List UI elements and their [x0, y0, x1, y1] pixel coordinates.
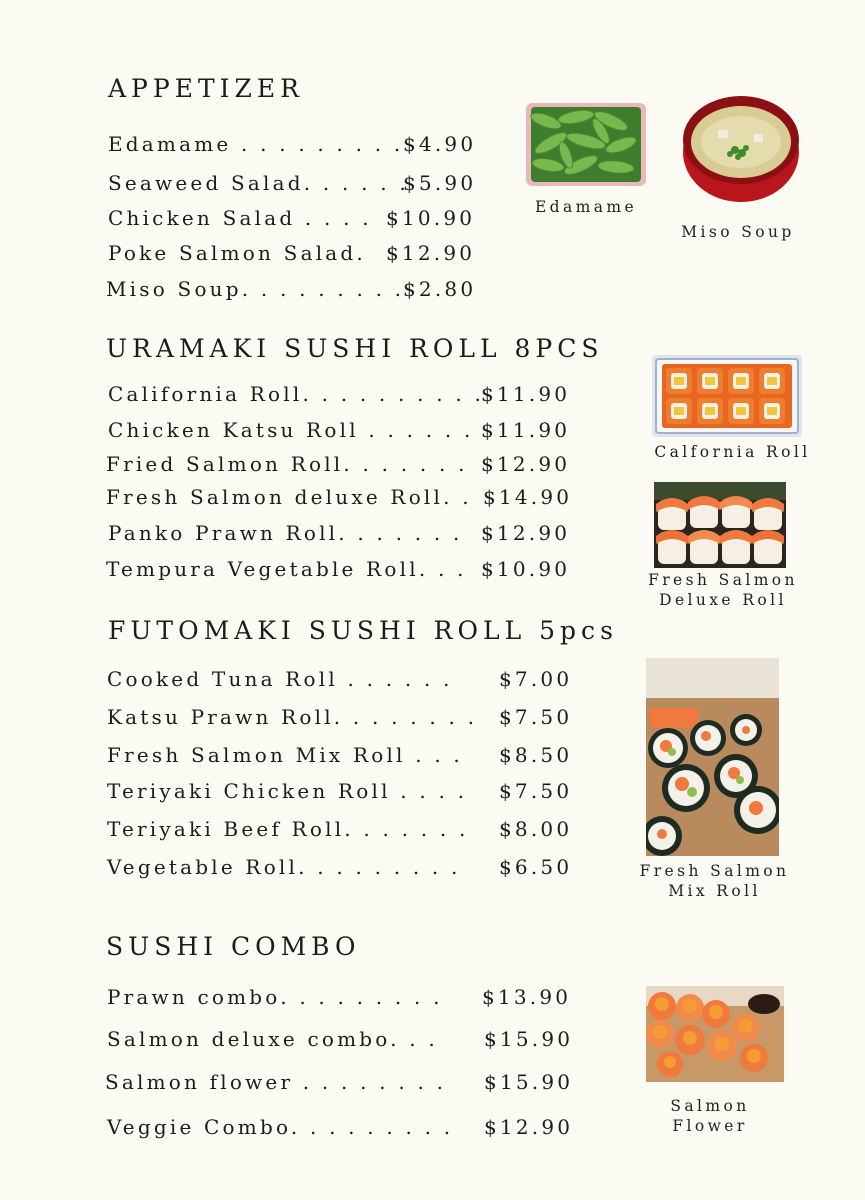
- caption-fresh-salmon-deluxe-line1: Fresh Salmon: [648, 571, 798, 589]
- menu-item-name: Edamame . . . . . . . . .: [108, 132, 404, 156]
- menu-item-name: Tempura Vegetable Roll. . .: [106, 557, 467, 581]
- menu-item-price: $7.50: [499, 779, 573, 803]
- menu-item-price: $2.80: [403, 277, 477, 301]
- california-roll-photo: [652, 355, 802, 437]
- menu-item-name: Katsu Prawn Roll. . . . . . . .: [107, 705, 478, 729]
- fresh-salmon-mix-photo: [646, 658, 779, 856]
- menu-item-name: Poke Salmon Salad.: [108, 241, 366, 265]
- menu-item-name: Veggie Combo. . . . . . . . .: [107, 1115, 454, 1139]
- caption-fresh-salmon-mix-line2: Mix Roll: [668, 882, 761, 900]
- menu-item-price: $15.90: [484, 1070, 574, 1094]
- menu-item-name: Salmon deluxe combo. . .: [107, 1027, 438, 1051]
- menu-item-price: $7.00: [499, 667, 573, 691]
- menu-item-name: Fried Salmon Roll. . . . . . .: [106, 452, 468, 476]
- menu-item-price: $10.90: [386, 206, 476, 230]
- menu-item-price: $11.90: [481, 382, 571, 406]
- section-title-appetizer: APPETIZER: [108, 74, 304, 103]
- menu-item-name: Salmon flower . . . . . . . .: [105, 1070, 447, 1094]
- menu-item-name: Miso Soup. . . . . . . . .: [106, 277, 405, 301]
- menu-item-name: California Roll. . . . . . . . . .: [108, 382, 485, 406]
- menu-item-name: Cooked Tuna Roll . . . . . .: [107, 667, 453, 691]
- menu-item-name: Teriyaki Beef Roll. . . . . . .: [107, 817, 469, 841]
- section-title-sushi-combo: SUSHI COMBO: [106, 932, 361, 961]
- caption-california-roll: Calfornia Roll: [654, 443, 811, 461]
- caption-fresh-salmon-deluxe-line2: Deluxe Roll: [659, 591, 787, 609]
- menu-item-price: $12.90: [481, 521, 571, 545]
- menu-item-price: $4.90: [403, 132, 477, 156]
- section-title-futomaki: FUTOMAKI SUSHI ROLL 5pcs: [108, 616, 618, 645]
- section-title-uramaki: URAMAKI SUSHI ROLL 8PCS: [106, 334, 604, 363]
- edamame-photo: [526, 103, 646, 186]
- caption-edamame: Edamame: [534, 198, 638, 216]
- menu-item-name: Panko Prawn Roll. . . . . . .: [108, 521, 463, 545]
- menu-item-name: Prawn combo. . . . . . . . .: [107, 985, 443, 1009]
- menu-item-price: $6.50: [499, 855, 573, 879]
- menu-item-name: Teriyaki Chicken Roll . . . .: [107, 779, 468, 803]
- menu-item-price: $8.00: [499, 817, 573, 841]
- menu-item-price: $13.90: [482, 985, 572, 1009]
- menu-item-price: $12.90: [386, 241, 476, 265]
- menu-item-price: $12.90: [481, 452, 571, 476]
- caption-fresh-salmon-mix-line1: Fresh Salmon: [639, 862, 790, 880]
- menu-item-name: Fresh Salmon Mix Roll . . .: [107, 743, 463, 767]
- caption-miso-soup: Miso Soup: [681, 223, 795, 241]
- menu-item-name: Seaweed Salad. . . . . .: [108, 171, 409, 195]
- menu-item-price: $10.90: [481, 557, 571, 581]
- menu-item-price: $15.90: [484, 1027, 574, 1051]
- menu-item-price: $8.50: [499, 743, 573, 767]
- salmon-flower-photo: [646, 986, 784, 1082]
- fresh-salmon-deluxe-photo: [654, 482, 786, 568]
- miso-soup-photo: [680, 90, 802, 205]
- menu-item-price: $14.90: [483, 485, 573, 509]
- menu-item-price: $5.90: [403, 171, 477, 195]
- caption-salmon-flower-line1: Salmon: [670, 1097, 750, 1115]
- menu-item-price: $11.90: [481, 418, 571, 442]
- menu-item-name: Chicken Katsu Roll . . . . . .: [108, 418, 474, 442]
- menu-item-name: Vegetable Roll. . . . . . . . .: [107, 855, 461, 879]
- menu-item-price: $7.50: [499, 705, 573, 729]
- menu-item-name: Fresh Salmon deluxe Roll. .: [106, 485, 472, 509]
- caption-salmon-flower-line2: Flower: [672, 1117, 748, 1135]
- menu-item-price: $12.90: [484, 1115, 574, 1139]
- menu-item-name: Chicken Salad . . . .: [108, 206, 372, 230]
